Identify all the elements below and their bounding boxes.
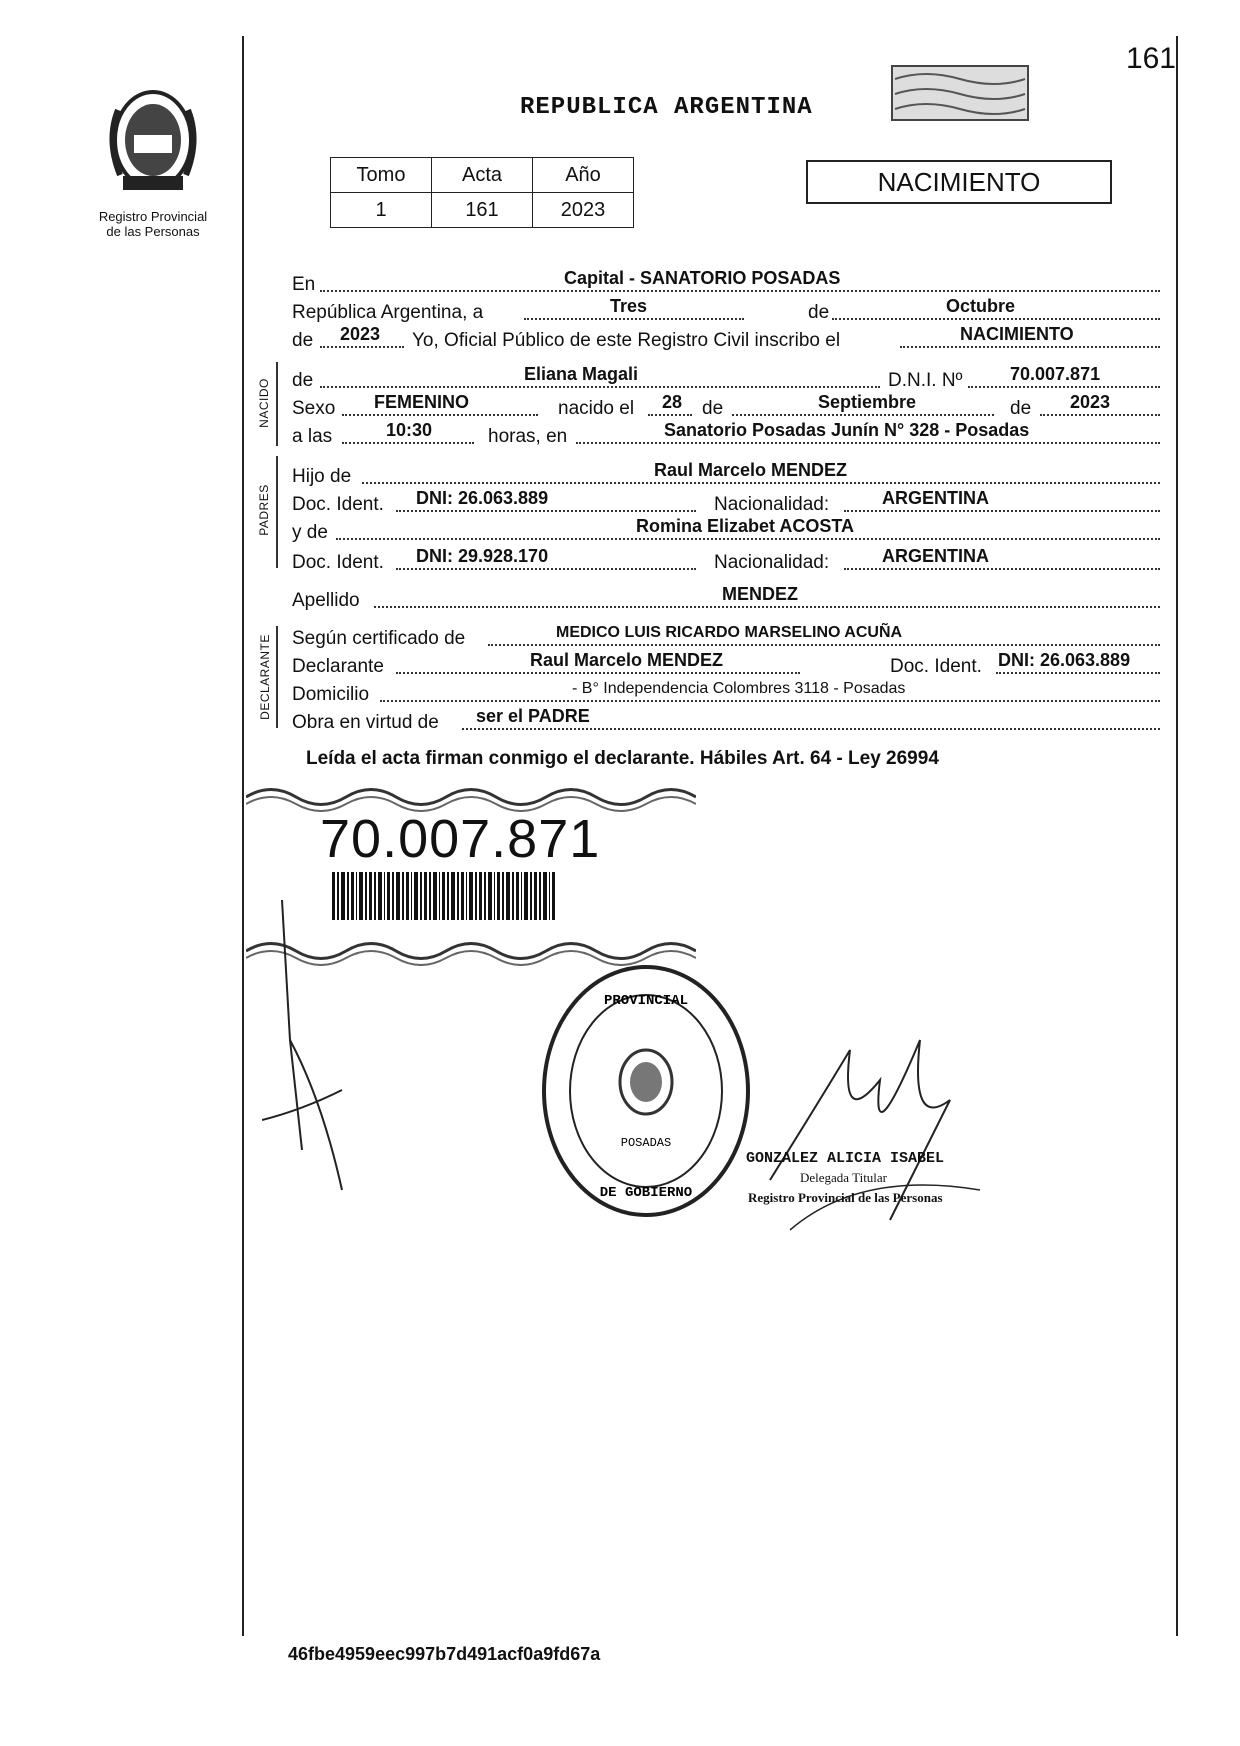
svg-text:PROVINCIAL: PROVINCIAL	[603, 993, 689, 1009]
declarante-section-label: DECLARANTE	[258, 634, 272, 720]
officer-signature-icon	[760, 1020, 1020, 1260]
line-date	[292, 296, 1162, 322]
province-seal-icon	[98, 80, 208, 200]
address-value: - B° Independencia Colombres 3118 - Posadas	[572, 680, 906, 697]
child-name: Eliana Magali	[524, 364, 639, 384]
birth-day: 28	[662, 392, 683, 412]
official-seal-icon	[536, 960, 756, 1222]
declarant-doc-label: Doc. Ident.	[890, 656, 982, 677]
officer-organization: Registro Provincial de las Personas	[748, 1190, 943, 1205]
padres-bar	[276, 456, 278, 568]
line-name	[292, 364, 1162, 390]
page-number: 161	[1125, 42, 1176, 75]
certificate-value: MEDICO LUIS RICARDO MARSELINO ACUÑA	[556, 624, 903, 641]
line-time-place	[292, 420, 1162, 446]
line-surname	[292, 584, 1162, 610]
cert-label: Según certificado de	[292, 628, 466, 649]
hora-label: a las	[292, 426, 333, 447]
rep-label: República Argentina, a	[292, 302, 484, 323]
nacido-bar	[276, 362, 278, 446]
horas-label: horas, en	[488, 426, 568, 447]
mother-nationality: ARGENTINA	[882, 546, 989, 566]
declarante-label: Declarante	[292, 656, 384, 677]
child-dni: 70.007.871	[1010, 364, 1101, 384]
birth-time: 10:30	[386, 420, 433, 440]
father-name: Raul Marcelo MENDEZ	[654, 460, 848, 480]
left-margin-line	[242, 36, 244, 1636]
declarant-doc: DNI: 26.063.889	[998, 650, 1131, 670]
nacido-label: nacido el	[558, 398, 635, 419]
registry-logo	[78, 80, 228, 239]
de-name-label: de	[292, 370, 314, 391]
de-month-label: de	[702, 398, 724, 419]
padres-section-label: PADRES	[257, 484, 271, 536]
anio-value: 2023	[533, 193, 634, 228]
apellido-label: Apellido	[292, 590, 360, 611]
obra-label: Obra en virtud de	[292, 712, 439, 733]
de2-label: de	[292, 330, 314, 351]
year-value: 2023	[340, 324, 381, 344]
anio-header: Año	[533, 158, 634, 193]
declarante-bar	[276, 626, 278, 728]
line-mother	[292, 516, 1162, 542]
official-text: Yo, Oficial Público de este Registro Civil inscribo el	[412, 330, 841, 351]
line-sex-birth	[292, 392, 1162, 418]
acta-value: 161	[432, 193, 533, 228]
record-table	[330, 157, 634, 228]
officer-name: GONZALEZ ALICIA ISABEL	[746, 1150, 945, 1167]
svg-text:POSADAS: POSADAS	[620, 1136, 672, 1150]
father-nationality: ARGENTINA	[882, 488, 989, 508]
logo-caption-2: de las Personas	[106, 224, 200, 239]
nacido-section-label: NACIDO	[257, 378, 271, 428]
mother-doc: DNI: 29.928.170	[416, 546, 549, 566]
yde-label: y de	[292, 522, 328, 543]
mother-name: Romina Elizabet ACOSTA	[636, 516, 855, 536]
en-label: En	[292, 274, 316, 295]
capacity-value: ser el PADRE	[476, 706, 590, 726]
document-title: REPUBLICA ARGENTINA	[520, 94, 813, 121]
line-mother-doc	[292, 546, 1162, 572]
line-father	[292, 460, 1162, 486]
declarant-signature-icon	[262, 900, 382, 1200]
hijo-label: Hijo de	[292, 466, 352, 487]
line-official	[292, 324, 1162, 350]
document-hash: 46fbe4959eec997b7d491acf0a9fd67a	[288, 1644, 601, 1664]
mother-nat-label: Nacionalidad:	[714, 552, 830, 573]
day-value: Tres	[610, 296, 648, 316]
month-value: Octubre	[946, 296, 1016, 316]
inscribe-value: NACIMIENTO	[960, 324, 1074, 344]
mother-doc-label: Doc. Ident.	[292, 552, 384, 573]
place-value: Capital - SANATORIO POSADAS	[564, 268, 841, 288]
tomo-value: 1	[331, 193, 432, 228]
father-nat-label: Nacionalidad:	[714, 494, 830, 515]
declarant-name: Raul Marcelo MENDEZ	[530, 650, 724, 670]
father-doc-label: Doc. Ident.	[292, 494, 384, 515]
dni-label: D.N.I. Nº	[888, 370, 963, 391]
line-father-doc	[292, 488, 1162, 514]
surname-value: MENDEZ	[722, 584, 798, 604]
birth-year: 2023	[1070, 392, 1111, 412]
svg-text:DE GOBIERNO: DE GOBIERNO	[599, 1185, 693, 1201]
birth-month: Septiembre	[818, 392, 917, 412]
logo-caption-1: Registro Provincial	[98, 209, 208, 224]
sexo-label: Sexo	[292, 398, 336, 419]
sexo-value: FEMENINO	[374, 392, 470, 412]
de-year-label: de	[1010, 398, 1032, 419]
domicilio-label: Domicilio	[292, 684, 370, 705]
de-label: de	[808, 302, 830, 323]
security-hologram-icon	[890, 64, 1030, 122]
right-margin-line	[1176, 36, 1178, 1636]
line-capacity	[292, 706, 1162, 732]
tomo-header: Tomo	[331, 158, 432, 193]
birth-place: Sanatorio Posadas Junín N° 328 - Posadas	[664, 420, 1030, 440]
father-doc: DNI: 26.063.889	[416, 488, 549, 508]
officer-role: Delegada Titular	[800, 1170, 888, 1185]
dni-large-print: 70.007.871	[320, 809, 601, 869]
acta-header: Acta	[432, 158, 533, 193]
line-certificate	[292, 622, 1162, 648]
line-address	[292, 678, 1162, 704]
line-place	[292, 268, 1162, 294]
record-type-box: NACIMIENTO	[806, 160, 1112, 204]
line-declarant	[292, 650, 1162, 676]
closing-statement: Leída el acta firman conmigo el declarante. Hábiles Art. 64 - Ley 26994	[306, 748, 939, 769]
